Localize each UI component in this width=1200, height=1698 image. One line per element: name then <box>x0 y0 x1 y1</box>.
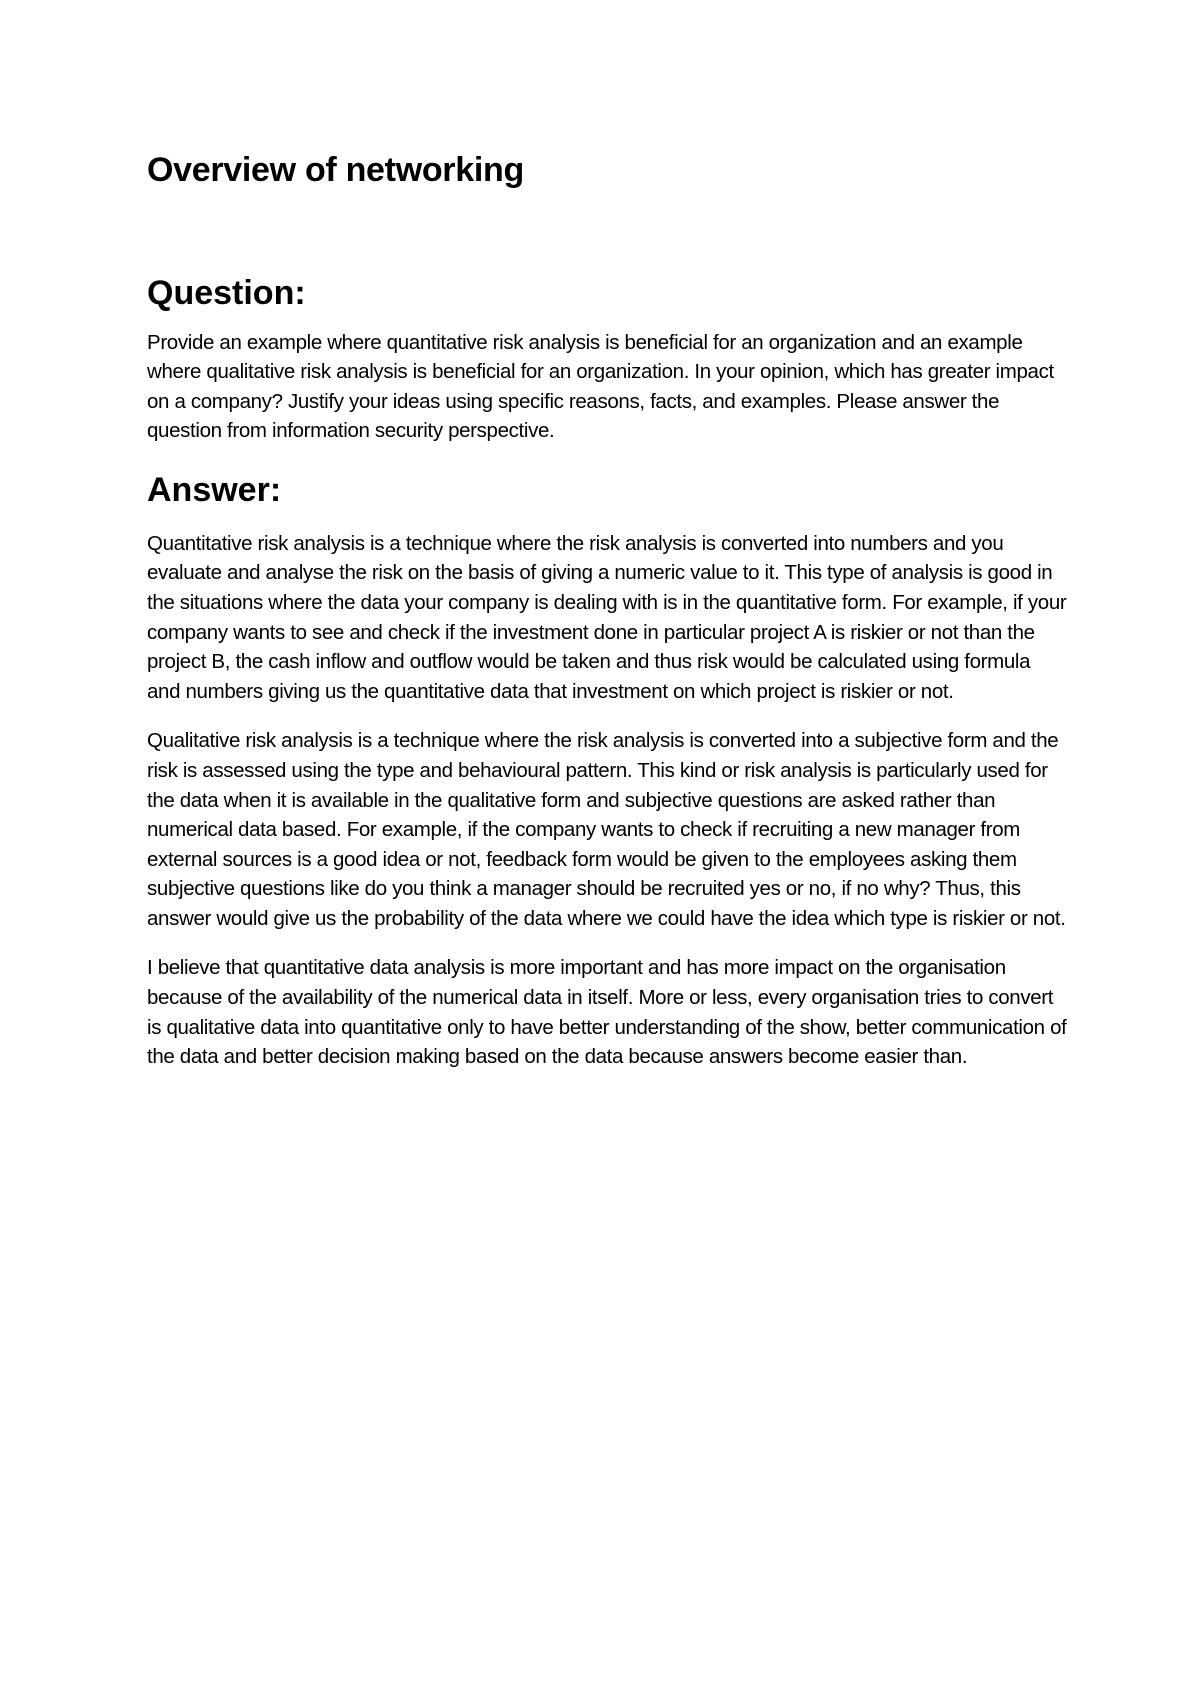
answer-paragraph-qualitative: Qualitative risk analysis is a technique where the risk analysis is converted into a subjective form and the risk is assessed using the type and behavioural pattern. This kind or risk analysis is particularly used for the data when it is available in the qualitative form and subjective questions are asked rather than numerical data based. For example, if the company wants to check if recruiting a new manager from external sources is a good idea or not, feedback form would be given to the employees asking them subjective questions like do you think a manager should be recruited yes or no, if no why? Thus, this answer would give us the probability of the data where we could have the idea which type is riskier or not. <box>147 729 1066 930</box>
page-title: Overview of networking <box>147 151 524 189</box>
answer-paragraph-quantitative: Quantitative risk analysis is a technique where the risk analysis is converted into numbers and you evaluate and analyse the risk on the basis of giving a numeric value to it. This type of analysis is good in the situations where the data your company is dealing with is in the quantitative form. For example, if your company wants to see and check if the investment done in particular project A is riskier or not than the project B, the cash inflow and outflow would be taken and thus risk would be calculated using formula and numbers giving us the quantitative data that investment on which project is riskier or not. <box>147 531 1067 703</box>
document-page <box>147 150 1067 1092</box>
answer-paragraph-opinion: I believe that quantitative data analysis is more important and has more impact on the organisation because of the availability of the numerical data in itself. More or less, every organisation tries to convert is qualitative data into quantitative only to have better understanding of the show, better communication of the data and better decision making based on the data because answers become easier than. <box>147 956 1067 1069</box>
question-text: Provide an example where quantitative risk analysis is beneficial for an organization and an example where qualitative risk analysis is beneficial for an organization. In your opinion, which has greater impact on a company? Justify your ideas using specific reasons, facts, and examples. Please answer the question from information security perspective. <box>147 330 1054 443</box>
answer-heading: Answer: <box>147 470 282 509</box>
question-heading: Question: <box>147 273 306 312</box>
